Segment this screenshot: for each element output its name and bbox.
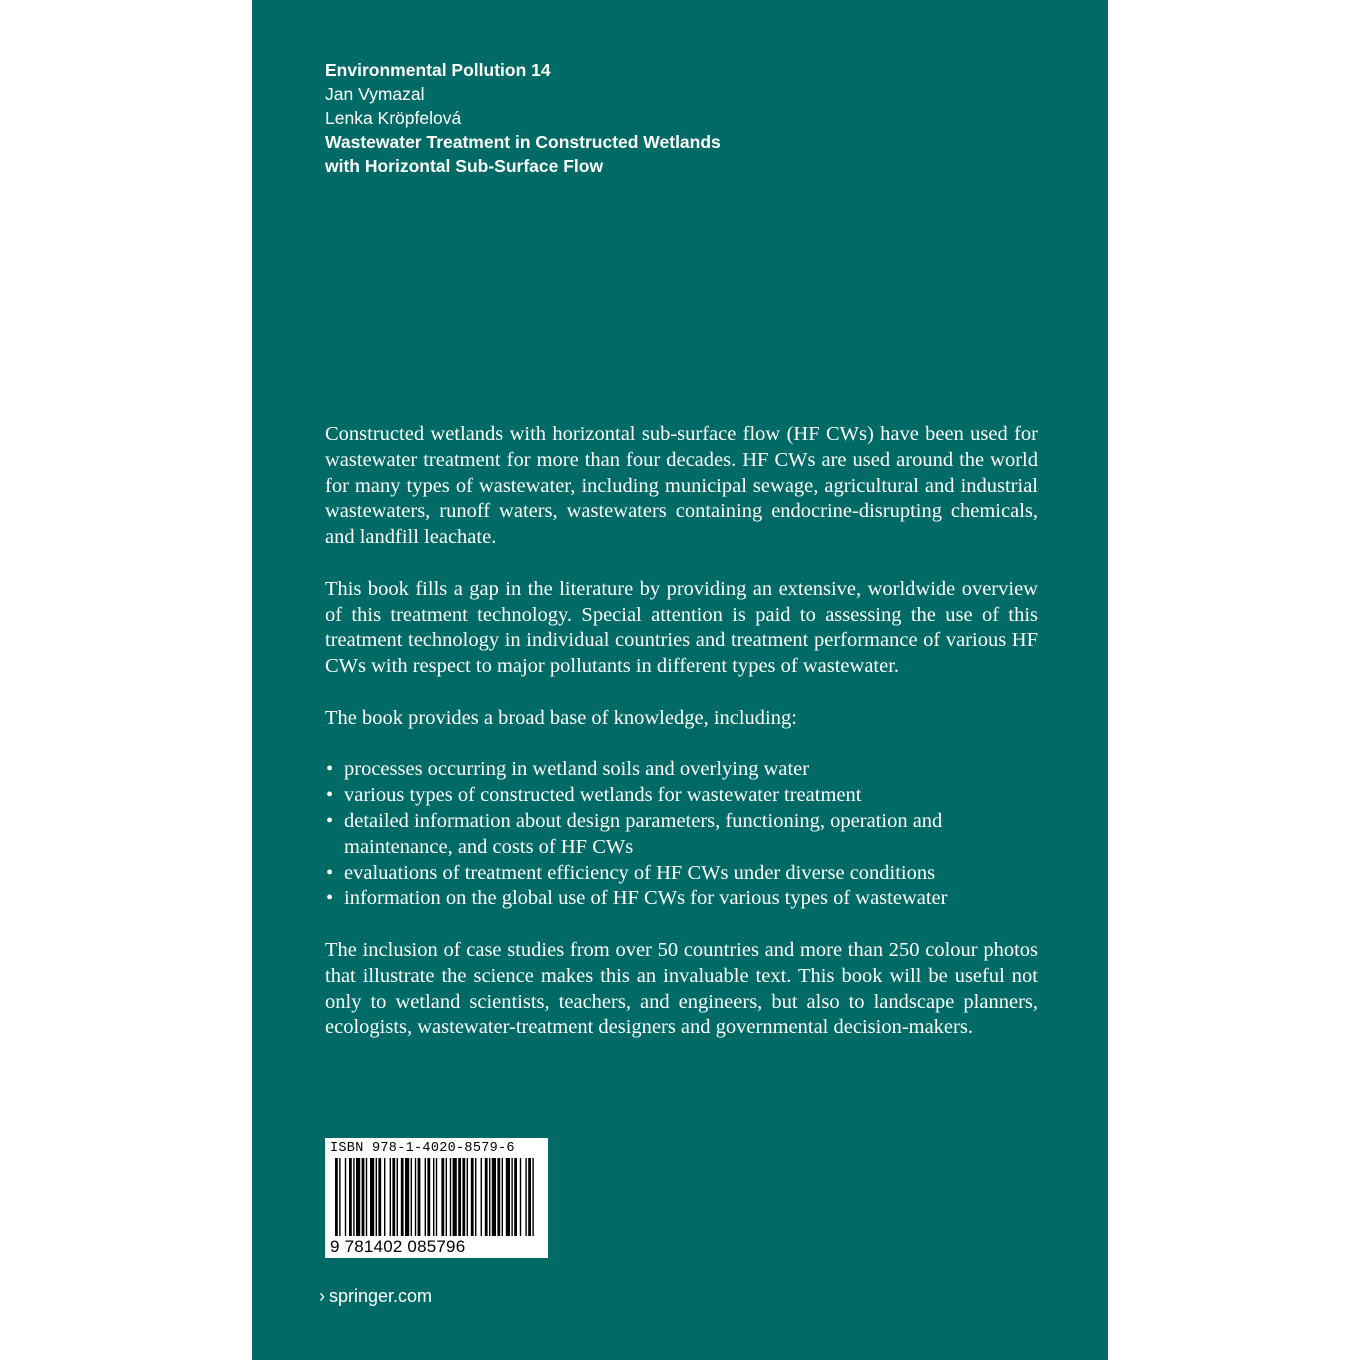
author-name: Lenka Kröpfelová bbox=[325, 108, 462, 128]
cover-header bbox=[325, 58, 721, 178]
barcode-bars bbox=[335, 1158, 538, 1240]
barcode-bar bbox=[345, 1158, 346, 1236]
series-title: Environmental Pollution 14 bbox=[325, 60, 551, 80]
book-back-cover bbox=[252, 0, 1108, 1360]
barcode-bar bbox=[453, 1158, 457, 1236]
barcode-bar bbox=[462, 1158, 465, 1236]
barcode-bar bbox=[418, 1158, 421, 1236]
website-label: springer.com bbox=[329, 1286, 433, 1306]
barcode-bar bbox=[436, 1158, 437, 1236]
barcode-bar bbox=[384, 1158, 385, 1236]
barcode-bar bbox=[366, 1158, 367, 1236]
barcode-bar bbox=[485, 1158, 488, 1236]
barcode-bar bbox=[370, 1158, 374, 1236]
barcode-bar bbox=[471, 1158, 474, 1236]
barcode-bar bbox=[376, 1158, 377, 1236]
barcode-bar bbox=[425, 1158, 426, 1236]
feature-list-item: • detailed information about design parameters, functioning, operation and maintenance, and costs of HF CWs bbox=[325, 809, 1038, 861]
feature-list bbox=[325, 757, 1038, 912]
barcode-bar bbox=[446, 1158, 447, 1236]
barcode-bar bbox=[497, 1158, 500, 1236]
barcode-bar bbox=[349, 1158, 352, 1236]
blurb-paragraph: Constructed wetlands with horizontal sub-surface flow (HF CWs) have been used for wastewater treatment for more than four decades. HF CWs are used around the world for many types of wastewater, including municipal sewage, agricultural and industrial wastewaters, runoff waters, wastewaters containing endocrine-disrupting chemicals, and landfill leachate. bbox=[325, 423, 1038, 549]
barcode-digits: 9 781402 085796 bbox=[330, 1237, 466, 1256]
barcode-bar bbox=[353, 1158, 354, 1236]
barcode-bar bbox=[433, 1158, 434, 1236]
barcode-bar bbox=[392, 1158, 395, 1236]
barcode-bar bbox=[467, 1158, 468, 1236]
barcode-bar bbox=[514, 1158, 517, 1236]
barcode-bar bbox=[401, 1158, 404, 1236]
barcode-bar bbox=[411, 1158, 412, 1236]
barcode-bar bbox=[502, 1158, 503, 1236]
book-title-line: Wastewater Treatment in Constructed Wetlands bbox=[325, 132, 721, 152]
isbn-label: ISBN 978-1-4020-8579-6 bbox=[330, 1141, 515, 1156]
barcode-bar bbox=[489, 1158, 490, 1236]
barcode-bar bbox=[397, 1158, 398, 1236]
barcode-bar bbox=[506, 1158, 510, 1236]
barcode-bar bbox=[335, 1158, 338, 1236]
barcode-bar bbox=[458, 1158, 461, 1236]
barcode-bar bbox=[339, 1158, 340, 1236]
barcode-bar bbox=[520, 1158, 521, 1236]
blurb bbox=[325, 422, 1038, 1067]
blurb-paragraph: This book fills a gap in the literature by providing an extensive, worldwide overview of this treatment technology. Special attention is paid to assessing the use of this treatment technology in individual countries and treatment performance of various HF CWs with respect to major pollutants in different types of wastewater. bbox=[325, 577, 1038, 678]
chevron-right-icon: › bbox=[319, 1286, 325, 1306]
feature-list-item: • various types of constructed wetlands for wastewater treatment bbox=[325, 783, 1038, 809]
blurb-paragraph: The book provides a broad base of knowledge, including: bbox=[325, 706, 797, 729]
barcode-bar bbox=[481, 1158, 482, 1236]
isbn-barcode bbox=[325, 1138, 548, 1258]
publisher-website[interactable] bbox=[319, 1286, 432, 1307]
barcode-bar bbox=[441, 1158, 444, 1236]
barcode-bar bbox=[450, 1158, 451, 1236]
book-title-line: with Horizontal Sub-Surface Flow bbox=[325, 156, 604, 176]
barcode-bar bbox=[528, 1158, 531, 1236]
barcode-bar bbox=[532, 1158, 533, 1236]
barcode-bar bbox=[378, 1158, 381, 1236]
barcode-bar bbox=[362, 1158, 365, 1236]
author-name: Jan Vymazal bbox=[325, 84, 425, 104]
barcode-bar bbox=[511, 1158, 512, 1236]
barcode-bar bbox=[405, 1158, 409, 1236]
barcode-bar bbox=[525, 1158, 526, 1236]
barcode-bar bbox=[492, 1158, 496, 1236]
feature-list-item: • information on the global use of HF CWs for various types of wastewater bbox=[325, 886, 1038, 912]
barcode-bar bbox=[475, 1158, 476, 1236]
barcode-bar bbox=[356, 1158, 360, 1236]
barcode-bar bbox=[427, 1158, 430, 1236]
blurb-paragraph: The inclusion of case studies from over 50 countries and more than 250 colour photos that illustrate the science makes this an invaluable text. This book will be useful not only to wetland scientists, teachers, and engineers, but also to landscape planners, ecologists, wastewater-treatment designers and governmental decision-makers. bbox=[325, 938, 1038, 1039]
barcode-bar bbox=[390, 1158, 391, 1236]
barcode-bar bbox=[415, 1158, 416, 1236]
feature-list-item: • evaluations of treatment efficiency of HF CWs under diverse conditions bbox=[325, 861, 1038, 887]
feature-list-item: • processes occurring in wetland soils and overlying water bbox=[325, 757, 1038, 783]
